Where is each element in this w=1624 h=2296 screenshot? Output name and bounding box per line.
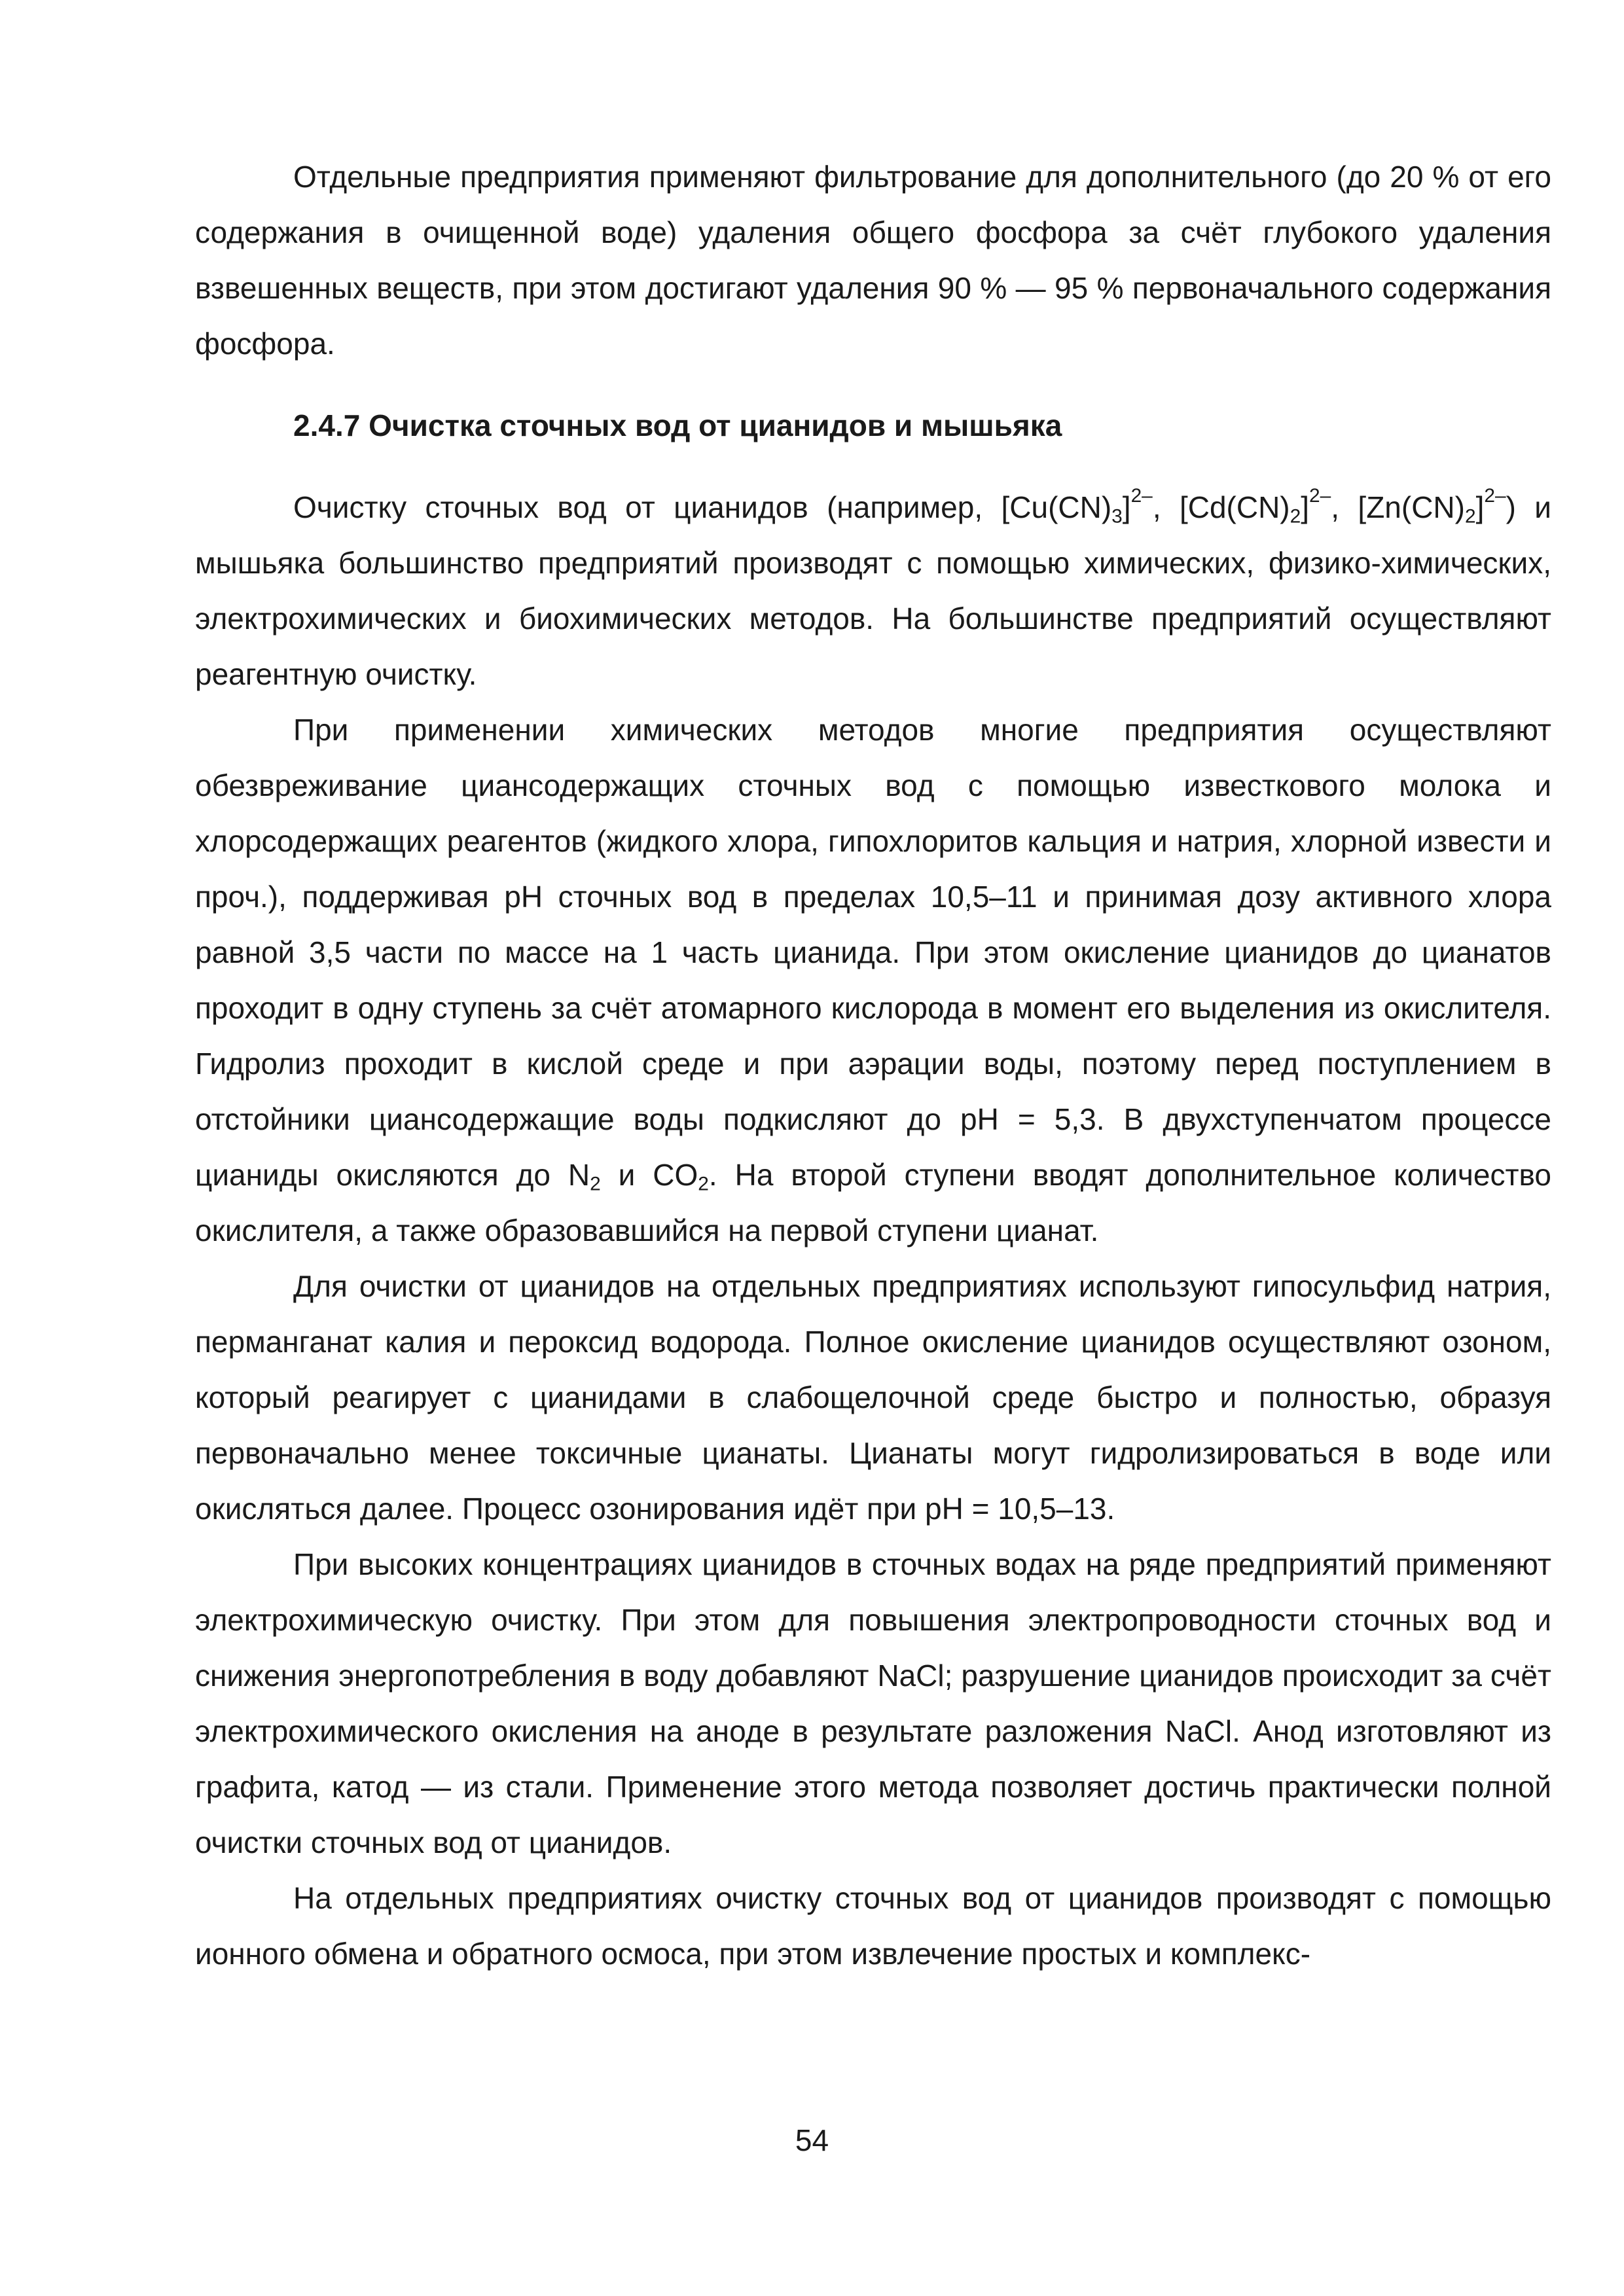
paragraph-chemical-methods bbox=[195, 702, 1551, 1259]
superscript: 2– bbox=[1309, 485, 1331, 507]
subscript: 2 bbox=[698, 1173, 709, 1195]
subscript: 3 bbox=[1111, 505, 1123, 528]
paragraph-cyanide-overview bbox=[195, 480, 1551, 702]
text-run: , [Cd(CN) bbox=[1152, 490, 1290, 524]
text-run: ] bbox=[1475, 490, 1485, 524]
text-run: Очистку сточных вод от цианидов (например, [Cu(CN) bbox=[293, 490, 1112, 524]
superscript: 2– bbox=[1484, 485, 1506, 507]
text-run: , [Zn(CN) bbox=[1331, 490, 1465, 524]
text-run: ] bbox=[1122, 490, 1131, 524]
document-body bbox=[195, 149, 1551, 1982]
text-run: ) и мышьяка большинство предприятий производят с помощью химических, физико-химических, электрохимических и биохимических методов. На большинстве предприятий осуществляют реагентную очистку. bbox=[195, 490, 1551, 691]
paragraph-ion-exchange: На отдельных предприятиях очистку сточных вод от цианидов производят с помощью ионного обмена и обратного осмоса, при этом извлечение простых и комплекс- bbox=[195, 1881, 1551, 1971]
paragraph-oxidizers: Для очистки от цианидов на отдельных предприятиях используют гипосульфид натрия, перманганат калия и пероксид водорода. Полное окисление цианидов осуществляют озоном, который реагирует с цианидами в слабощелочной среде быстро и полностью, образуя первоначально менее токсичные цианаты. Цианаты могут гидролизироваться в воде или окисляться далее. Процесс озонирования идёт при pH = 10,5–13. bbox=[195, 1269, 1551, 1526]
section-heading: 2.4.7 Очистка сточных вод от цианидов и мышьяка bbox=[293, 408, 1062, 442]
paragraph-intro: Отдельные предприятия применяют фильтрование для дополнительного (до 20 % от его содержания в очищенной воде) удаления общего фосфора за счёт глубокого удаления взвешенных веществ, при этом достигают удаления 90 % — 95 % первоначального содержания фосфора. bbox=[195, 160, 1551, 361]
text-run: и CO bbox=[600, 1158, 698, 1192]
text-run: . На второй ступени вводят дополнительное количество окислителя, а также образовавшийся на первой ступени цианат. bbox=[195, 1158, 1552, 1247]
subscript: 2 bbox=[1290, 505, 1301, 528]
text-run: ] bbox=[1301, 490, 1310, 524]
page-number: 54 bbox=[795, 2123, 829, 2157]
superscript: 2– bbox=[1130, 485, 1153, 507]
subscript: 2 bbox=[1464, 505, 1476, 528]
paragraph-electrochemical: При высоких концентрациях цианидов в сточных водах на ряде предприятий применяют электрохимическую очистку. При этом для повышения электропроводности сточных вод и снижения энергопотребления в воду добавляют NaCl; разрушение цианидов происходит за счёт электрохимического окисления на аноде в результате разложения NaCl. Анод изготовляют из графита, катод — из стали. Применение этого метода позволяет достичь практически полной очистки сточных вод от цианидов. bbox=[195, 1547, 1551, 1859]
subscript: 2 bbox=[590, 1173, 601, 1195]
text-run: При применении химических методов многие предприятия осуществляют обезвреживание циансодержащих сточных вод с помощью известкового молока и хлорсодержащих реагентов (жидкого хлора, гипохлоритов кальция и натрия, хлорной извести и проч.), поддерживая pH сточных вод в пределах 10,5–11 и принимая дозу активного хлора равной 3,5 части по массе на 1 часть цианида. При этом окисление цианидов до цианатов проходит в одну ступень за счёт атомарного кислорода в момент его выделения из окислителя. Гидролиз проходит в кислой среде и при аэрации воды, поэтому перед поступлением в отстойники циансодержащие воды подкисляют до pH = 5,3. В двухступенчатом процессе цианиды окисляются до N bbox=[195, 713, 1551, 1192]
